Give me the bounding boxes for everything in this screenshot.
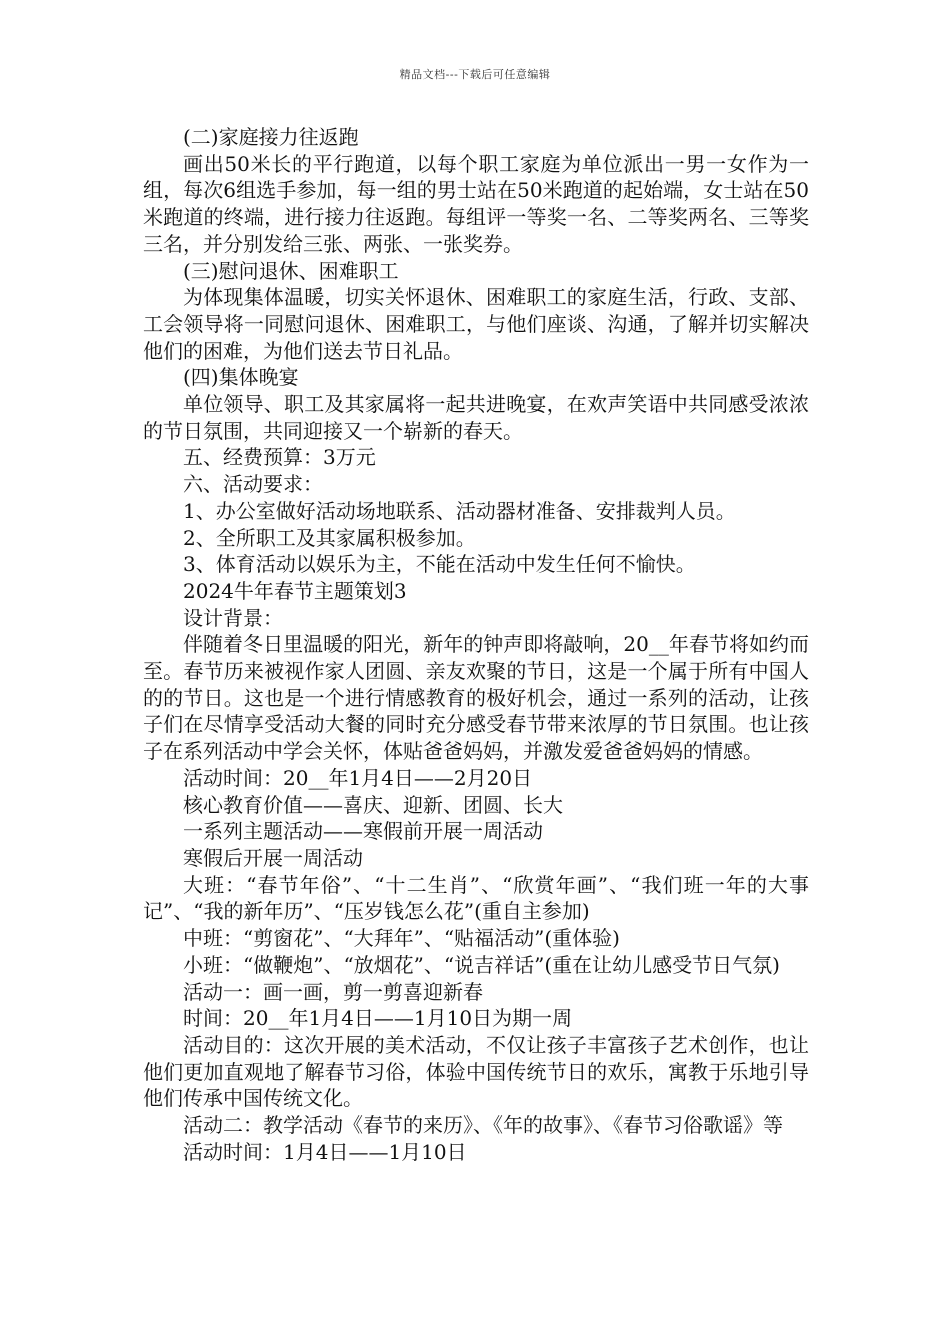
requirement-item-3: 3、体育活动以娱乐为主，不能在活动中发生任何不愉快。 [183, 552, 696, 577]
junior-class-activities: 小班：“做鞭炮”、“放烟花”、“说吉祥话”(重在让幼儿感受节日气氛) [183, 952, 780, 977]
plan-3-title: 2024牛年春节主题策划3 [183, 578, 407, 603]
section-heading-banquet: (四)集体晚宴 [183, 365, 299, 390]
paragraph-design-background: 伴随着冬日里温暖的阳光，新年的钟声即将敲响，20__年春节将如约而至。春节历来被视作家人团圆、亲友欢聚的节日，这是一个属于所有中国人的的节日。这也是一个进行情感教育的极好机会，通过一系列的活动，让孩子们在尽情享受活动大餐的同时充分感受春节带来浓厚的节日氛围。也让孩子在系列活动中学会关怀，体贴爸爸妈妈，并激发爱爸爸妈妈的情感。 [143, 632, 809, 764]
paragraph-visit-retirees: 为体现集体温暖，切实关怀退休、困难职工的家庭生活，行政、支部、工会领导将一同慰问退休、困难职工，与他们座谈、沟通，了解并切实解决他们的困难，为他们送去节日礼品。 [143, 285, 809, 363]
activity-period: 活动时间：20__年1月4日——2月20日 [183, 765, 533, 790]
senior-class-activities: 大班：“春节年俗”、“十二生肖”、“欣赏年画”、“我们班一年的大事记”、“我的新年历”、“压岁钱怎么花”(重自主参加) [143, 872, 809, 924]
activity-one-title: 活动一：画一画，剪一剪喜迎新春 [183, 979, 483, 1004]
theme-activities-after-break: 寒假后开展一周活动 [183, 845, 363, 870]
budget-line: 五、经费预算：3万元 [183, 445, 376, 470]
design-background-heading: 设计背景： [183, 605, 283, 630]
section-heading-family-relay: (二)家庭接力往返跑 [183, 125, 359, 149]
paragraph-relay-rules: 画出50米长的平行跑道，以每个职工家庭为单位派出一男一女作为一组，每次6组选手参加，每一组的男士站在50米跑道的起始端，女士站在50米跑道的终端，进行接力往返跑。每组评一等奖一名、二等奖两名、三等奖三名，并分别发给三张、两张、一张奖券。 [143, 151, 809, 256]
section-heading-visit-retirees: (三)慰问退休、困难职工 [183, 258, 399, 283]
paragraph-banquet: 单位领导、职工及其家属将一起共进晚宴，在欢声笑语中共同感受浓浓的节日氛围，共同迎接又一个崭新的春天。 [143, 392, 809, 443]
middle-class-activities: 中班：“剪窗花”、“大拜年”、“贴福活动”(重体验) [183, 926, 620, 951]
core-education-value: 核心教育价值——喜庆、迎新、团圆、长大 [183, 792, 563, 817]
activity-two-title: 活动二：教学活动《春节的来历》、《年的故事》、《春节习俗歌谣》等 [183, 1113, 783, 1138]
document-body [143, 124, 809, 1165]
activity-one-purpose: 活动目的：这次开展的美术活动，不仅让孩子丰富孩子艺术创作，也让他们更加直观地了解春节习俗，体验中国传统节日的欢乐，寓教于乐地引导他们传承中国传统文化。 [143, 1032, 809, 1111]
section-heading-requirements: 六、活动要求： [183, 472, 323, 497]
activity-two-time: 活动时间：1月4日——1月10日 [183, 1139, 467, 1164]
theme-activities-before-break: 一系列主题活动——寒假前开展一周活动 [183, 819, 543, 844]
page-header: 精品文档---下载后可任意编辑 [399, 68, 551, 81]
activity-one-time: 时间：20__年1月4日——1月10日为期一周 [183, 1006, 573, 1031]
requirement-item-1: 1、办公室做好活动场地联系、活动器材准备、安排裁判人员。 [183, 498, 736, 523]
requirement-item-2: 2、全所职工及其家属积极参加。 [183, 525, 476, 550]
